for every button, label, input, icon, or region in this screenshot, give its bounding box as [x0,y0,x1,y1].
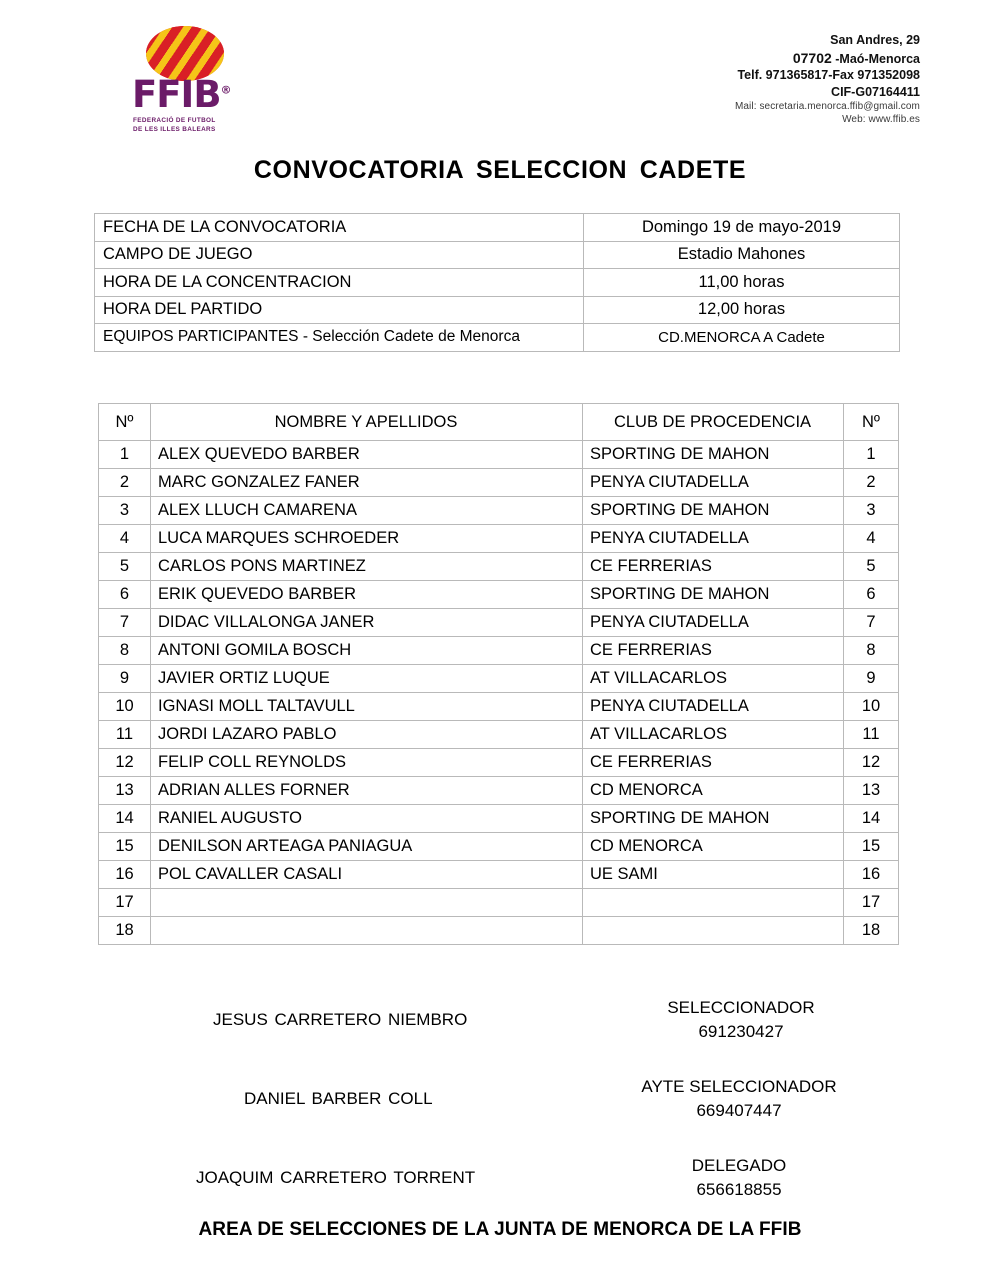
player-number: 3 [99,497,151,525]
player-club: UE SAMI [583,861,844,889]
player-name: POL CAVALLER CASALI [151,861,583,889]
table-row [95,269,900,297]
player-number-right: 3 [844,497,899,525]
column-header-name: NOMBRE Y APELLIDOS [151,404,583,441]
info-label: HORA DE LA CONCENTRACION [95,269,584,297]
player-number-right: 17 [844,889,899,917]
table-row [99,637,899,665]
player-name [151,889,583,917]
info-label: CAMPO DE JUEGO [95,241,584,269]
player-name: IGNASI MOLL TALTAVULL [151,693,583,721]
staff-entry [0,990,1000,1069]
player-number: 17 [99,889,151,917]
player-number-right: 6 [844,581,899,609]
column-header-number-right: Nº [844,404,899,441]
table-row [99,917,899,945]
players-table-body [99,441,899,945]
players-table-head [99,404,899,441]
player-name: JAVIER ORTIZ LUQUE [151,665,583,693]
staff-name: JOAQUIM CARRETERO TORRENT [196,1168,476,1187]
table-row [99,749,899,777]
player-club: SPORTING DE MAHON [583,805,844,833]
player-number: 11 [99,721,151,749]
player-number-right: 5 [844,553,899,581]
staff-entry [0,1069,1000,1148]
info-label: EQUIPOS PARTICIPANTES - Selección Cadete de Menorca [95,324,584,352]
player-name: MARC GONZALEZ FANER [151,469,583,497]
player-number: 1 [99,441,151,469]
staff-name: JESUS CARRETERO NIEMBRO [213,1010,468,1029]
player-number-right: 12 [844,749,899,777]
logo-subtitle [133,116,253,135]
table-row [99,441,899,469]
table-row [99,609,899,637]
player-club: PENYA CIUTADELLA [583,469,844,497]
player-number-right: 14 [844,805,899,833]
contact-web: Web: www.ffib.es [842,114,920,126]
info-value: CD.MENORCA A Cadete [584,324,900,352]
player-number: 7 [99,609,151,637]
table-header-row [99,404,899,441]
player-name: ADRIAN ALLES FORNER [151,777,583,805]
player-club: SPORTING DE MAHON [583,581,844,609]
player-club [583,889,844,917]
footer-note: AREA DE SELECCIONES DE LA JUNTA DE MENORCA DE LA FFIB [198,1219,802,1240]
player-club: CE FERRERIAS [583,553,844,581]
table-row [99,469,899,497]
table-row [95,324,900,352]
table-row [99,833,899,861]
info-value: 11,00 horas [584,269,900,297]
player-club [583,917,844,945]
info-value: Domingo 19 de mayo-2019 [584,214,900,242]
player-number: 5 [99,553,151,581]
player-number-right: 10 [844,693,899,721]
table-row [99,721,899,749]
contact-block [735,32,920,126]
player-name: RANIEL AUGUSTO [151,805,583,833]
player-number-right: 18 [844,917,899,945]
info-value: 12,00 horas [584,296,900,324]
document-header [0,18,1000,138]
player-club: PENYA CIUTADELLA [583,609,844,637]
player-number-right: 8 [844,637,899,665]
table-row [99,553,899,581]
staff-phone: 669407447 [696,1101,782,1120]
player-name: CARLOS PONS MARTINEZ [151,553,583,581]
player-club: SPORTING DE MAHON [583,441,844,469]
player-number: 18 [99,917,151,945]
staff-role: AYTE SELECCIONADOR [641,1077,837,1096]
table-row [99,581,899,609]
player-number: 16 [99,861,151,889]
convocation-info-table [94,213,900,352]
contact-city-line [735,49,920,68]
contact-cif: CIF-G07164411 [831,84,920,99]
player-club: PENYA CIUTADELLA [583,525,844,553]
player-number-right: 2 [844,469,899,497]
table-row [99,861,899,889]
table-row [95,296,900,324]
player-number: 8 [99,637,151,665]
contact-phone-fax: Telf. 971365817-Fax 971352098 [737,68,920,82]
logo-subtitle-line2: DE LES ILLES BALEARS [133,126,216,134]
player-number: 9 [99,665,151,693]
player-club: AT VILLACARLOS [583,665,844,693]
player-club: CE FERRERIAS [583,637,844,665]
table-row [95,241,900,269]
info-value: Estadio Mahones [584,241,900,269]
player-name: ERIK QUEVEDO BARBER [151,581,583,609]
player-number: 4 [99,525,151,553]
column-header-number-left: Nº [99,404,151,441]
contact-mail: Mail: secretaria.menorca.ffib@gmail.com [734,101,920,112]
player-club: CE FERRERIAS [583,749,844,777]
player-name: DENILSON ARTEAGA PANIAGUA [151,833,583,861]
table-row [99,805,899,833]
logo-wordmark [132,73,244,116]
player-number-right: 4 [844,525,899,553]
logo-wordmark-text: FFIB [132,73,221,116]
player-club: CD MENORCA [583,777,844,805]
info-label: FECHA DE LA CONVOCATORIA [95,214,584,242]
logo-subtitle-line1: FEDERACIÓ DE FUTBOL [133,117,216,124]
player-club: AT VILLACARLOS [583,721,844,749]
player-name: LUCA MARQUES SCHROEDER [151,525,583,553]
table-row [99,665,899,693]
registered-mark-icon: ® [220,83,231,97]
player-number: 2 [99,469,151,497]
table-row [99,777,899,805]
contact-street: San Andres, 29 [830,33,920,47]
player-number-right: 7 [844,609,899,637]
contact-city: -Maó-Menorca [831,51,920,66]
player-number: 12 [99,749,151,777]
player-name: ALEX QUEVEDO BARBER [151,441,583,469]
staff-phone: 656618855 [696,1180,782,1199]
player-name: ANTONI GOMILA BOSCH [151,637,583,665]
player-number-right: 15 [844,833,899,861]
player-number-right: 1 [844,441,899,469]
table-row [95,214,900,242]
staff-role: SELECCIONADOR [667,998,815,1017]
info-label: HORA DEL PARTIDO [95,296,584,324]
player-name [151,917,583,945]
player-club: PENYA CIUTADELLA [583,693,844,721]
player-name: FELIP COLL REYNOLDS [151,749,583,777]
staff-section [0,990,1000,1227]
player-number: 13 [99,777,151,805]
contact-zip: 07702 [792,49,832,66]
table-row [99,693,899,721]
player-number: 15 [99,833,151,861]
player-club: SPORTING DE MAHON [583,497,844,525]
table-row [99,497,899,525]
staff-entry [0,1148,1000,1227]
page-title: CONVOCATORIA SELECCION CADETE [253,156,747,184]
staff-phone: 691230427 [698,1022,784,1041]
table-row [99,889,899,917]
table-row [99,525,899,553]
player-club: CD MENORCA [583,833,844,861]
player-number: 10 [99,693,151,721]
player-number-right: 9 [844,665,899,693]
players-table [98,403,899,945]
player-number-right: 11 [844,721,899,749]
staff-role: DELEGADO [691,1156,787,1175]
player-name: ALEX LLUCH CAMARENA [151,497,583,525]
player-name: JORDI LAZARO PABLO [151,721,583,749]
player-number-right: 13 [844,777,899,805]
staff-name: DANIEL BARBER COLL [244,1089,433,1108]
info-table-body [95,214,900,352]
player-name: DIDAC VILLALONGA JANER [151,609,583,637]
ffib-logo [132,26,244,138]
column-header-club: CLUB DE PROCEDENCIA [583,404,844,441]
player-number: 14 [99,805,151,833]
player-number: 6 [99,581,151,609]
player-number-right: 16 [844,861,899,889]
